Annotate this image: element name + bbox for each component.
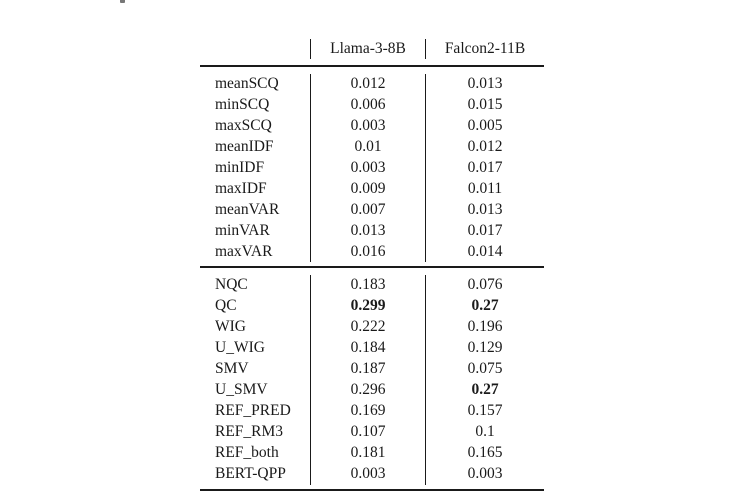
table-row [200,157,544,178]
llama-cell: 0.009 [350,180,386,197]
llama-cell: 0.183 [350,276,386,293]
falcon-cell: 0.014 [467,243,503,260]
llama-cell: 0.187 [350,360,386,377]
falcon-cell: 0.27 [471,381,499,398]
llama-cell: 0.003 [350,159,386,176]
group1-divider-1 [310,74,311,262]
llama-cell: 0.003 [350,117,386,134]
header-llama: Llama-3-8B [330,40,406,57]
falcon-cell: 0.015 [467,96,503,113]
metric-cell: REF_RM3 [215,423,284,440]
group2-divider-2 [425,275,426,485]
llama-cell: 0.012 [350,75,386,92]
header-divider-2 [425,39,426,59]
mid-rule [200,266,544,268]
metric-cell: U_SMV [215,381,268,398]
metric-cell: REF_both [215,444,279,461]
falcon-cell: 0.005 [467,117,503,134]
falcon-cell: 0.157 [467,402,503,419]
falcon-cell: 0.075 [467,360,503,377]
llama-cell: 0.01 [354,138,382,155]
metric-cell: minSCQ [215,96,270,113]
metric-cell: U_WIG [215,339,265,356]
falcon-cell: 0.076 [467,276,503,293]
table-row [200,136,544,157]
table-row [200,199,544,220]
falcon-cell: 0.012 [467,138,503,155]
metric-cell: maxSCQ [215,117,272,134]
header-divider-1 [310,39,311,59]
group2-divider-1 [310,275,311,485]
table-row [200,241,544,262]
llama-cell: 0.003 [350,465,386,482]
llama-cell: 0.296 [350,381,386,398]
table-header-row [200,38,544,59]
falcon-cell: 0.165 [467,444,503,461]
table-row [200,178,544,199]
metric-cell: BERT-QPP [215,465,286,482]
table-row [200,421,544,442]
table-row [200,274,544,295]
metric-cell: meanVAR [215,201,280,218]
llama-cell: 0.016 [350,243,386,260]
falcon-cell: 0.27 [471,297,499,314]
metric-cell: meanSCQ [215,75,279,92]
group1-divider-2 [425,74,426,262]
llama-cell: 0.006 [350,96,386,113]
llama-cell: 0.184 [350,339,386,356]
table-row [200,337,544,358]
metric-cell: maxVAR [215,243,273,260]
header-falcon: Falcon2-11B [444,40,526,57]
llama-cell: 0.169 [350,402,386,419]
table-row [200,220,544,241]
llama-cell: 0.107 [350,423,386,440]
falcon-cell: 0.003 [467,465,503,482]
falcon-cell: 0.017 [467,222,503,239]
table-row [200,94,544,115]
llama-cell: 0.181 [350,444,386,461]
table-row [200,400,544,421]
falcon-cell: 0.017 [467,159,503,176]
metric-cell: QC [215,297,237,314]
metric-cell: minIDF [215,159,265,176]
table-row [200,358,544,379]
falcon-cell: 0.013 [467,75,503,92]
metric-cell: SMV [215,360,249,377]
metric-cell: REF_PRED [215,402,291,419]
table-row [200,442,544,463]
top-rule [200,65,544,67]
falcon-cell: 0.013 [467,201,503,218]
metric-cell: maxIDF [215,180,267,197]
metric-cell: meanIDF [215,138,274,155]
falcon-cell: 0.196 [467,318,503,335]
table-row [200,463,544,484]
falcon-cell: 0.1 [475,423,495,440]
llama-cell: 0.222 [350,318,386,335]
clipped-caption-text [120,0,180,3]
llama-cell: 0.299 [350,297,386,314]
table-row [200,115,544,136]
llama-cell: 0.007 [350,201,386,218]
metric-cell: NQC [215,276,248,293]
table-row [200,73,544,94]
falcon-cell: 0.011 [467,180,503,197]
llama-cell: 0.013 [350,222,386,239]
table-row [200,316,544,337]
table-row [200,379,544,400]
bottom-rule [200,489,544,491]
metric-cell: minVAR [215,222,270,239]
falcon-cell: 0.129 [467,339,503,356]
metric-cell: WIG [215,318,246,335]
table-row [200,295,544,316]
